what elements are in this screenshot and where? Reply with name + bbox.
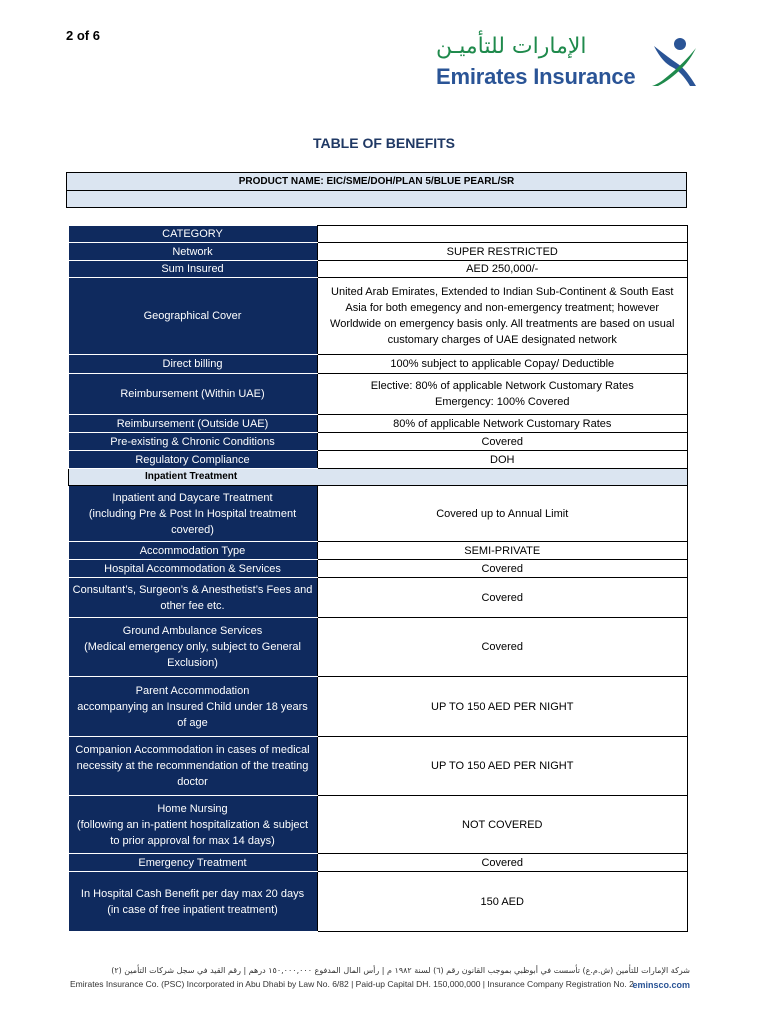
benefit-label: Inpatient and Daycare Treatment (including Pre & Post In Hospital treatment covered) [69, 486, 318, 542]
benefit-row [69, 243, 688, 261]
benefit-value: Covered [317, 578, 688, 618]
benefit-label: Ground Ambulance Services (Medical emergency only, subject to General Exclusion) [69, 618, 318, 677]
benefit-label: Home Nursing (following an in-patient hospitalization & subject to prior approval for max 14 days) [69, 796, 318, 854]
benefit-row [69, 451, 688, 469]
benefit-value: Covered [317, 854, 688, 872]
benefit-value: AED 250,000/- [317, 261, 688, 278]
benefit-label: Companion Accommodation in cases of medical necessity at the recommendation of the treating doctor [69, 737, 318, 796]
benefit-value: DOH [317, 451, 688, 469]
benefit-row [69, 560, 688, 578]
benefit-label: Direct billing [69, 355, 318, 374]
benefits-table [68, 225, 688, 932]
company-logo [432, 36, 702, 92]
benefit-row [69, 486, 688, 542]
benefit-value: SUPER RESTRICTED [317, 243, 688, 261]
benefit-row [69, 578, 688, 618]
benefit-label: Sum Insured [69, 261, 318, 278]
benefit-label: Consultant’s, Surgeon’s & Anesthetist’s Fees and other fee etc. [69, 578, 318, 618]
benefit-value [317, 226, 688, 243]
benefit-row [69, 433, 688, 451]
benefit-row [69, 796, 688, 854]
benefit-row [69, 469, 688, 486]
footer-website: eminsco.com [632, 980, 690, 990]
benefit-value: United Arab Emirates, Extended to Indian Sub-Continent & South East Asia for both emegency and non-emergency treatment; however Worldwide on emergency basis only. All treatments are based on usual customary charges of UAE designated network [317, 278, 688, 355]
benefit-value: 100% subject to applicable Copay/ Deductible [317, 355, 688, 374]
benefit-value: Covered [317, 560, 688, 578]
benefit-value: UP TO 150 AED PER NIGHT [317, 737, 688, 796]
benefit-label: Reimbursement (Within UAE) [69, 374, 318, 415]
benefit-label: Reimbursement (Outside UAE) [69, 415, 318, 433]
benefit-value: 150 AED [317, 872, 688, 932]
benefit-row [69, 355, 688, 374]
benefit-value: Covered [317, 618, 688, 677]
benefit-row [69, 415, 688, 433]
benefit-value: Elective: 80% of applicable Network Customary Rates Emergency: 100% Covered [317, 374, 688, 415]
benefit-row [69, 374, 688, 415]
footer [70, 966, 690, 989]
benefit-row [69, 737, 688, 796]
benefit-row [69, 872, 688, 932]
benefit-row [69, 226, 688, 243]
product-name: PRODUCT NAME: EIC/SME/DOH/PLAN 5/BLUE PEARL/SR [67, 173, 687, 191]
benefit-label: In Hospital Cash Benefit per day max 20 days (in case of free inpatient treatment) [69, 872, 318, 932]
footer-english: Emirates Insurance Co. (PSC) Incorporated in Abu Dhabi by Law No. 6/82 | Paid-up Capital DH. 150,000,000 | Insurance Company Registration No. 2 [70, 979, 634, 989]
benefit-value: 80% of applicable Network Customary Rates [317, 415, 688, 433]
section-header: Inpatient Treatment [69, 469, 688, 486]
page-number: 2 of 6 [66, 28, 100, 43]
benefit-row [69, 618, 688, 677]
benefit-label: Hospital Accommodation & Services [69, 560, 318, 578]
benefit-row [69, 542, 688, 560]
benefit-label: Accommodation Type [69, 542, 318, 560]
benefit-value: UP TO 150 AED PER NIGHT [317, 677, 688, 737]
benefit-label: CATEGORY [69, 226, 318, 243]
benefit-value: NOT COVERED [317, 796, 688, 854]
benefit-value: Covered [317, 433, 688, 451]
benefit-value: SEMI-PRIVATE [317, 542, 688, 560]
benefit-label: Regulatory Compliance [69, 451, 318, 469]
benefit-label: Geographical Cover [69, 278, 318, 355]
benefit-value: Covered up to Annual Limit [317, 486, 688, 542]
logo-english-text: Emirates Insurance [436, 64, 636, 89]
product-name-table [66, 172, 687, 208]
benefit-row [69, 261, 688, 278]
emirates-insurance-logo-icon [650, 36, 700, 88]
product-name-blank-row [67, 191, 687, 208]
benefit-row [69, 854, 688, 872]
benefit-label: Parent Accommodation accompanying an Insured Child under 18 years of age [69, 677, 318, 737]
benefit-row [69, 278, 688, 355]
benefit-label: Emergency Treatment [69, 854, 318, 872]
benefit-label: Pre-existing & Chronic Conditions [69, 433, 318, 451]
benefit-label: Network [69, 243, 318, 261]
logo-arabic-text: الإمارات للتأميـن [436, 34, 587, 59]
footer-arabic: شركة الإمارات للتأمين (ش.م.ع) تأسست في أبوظبي بموجب القانون رقم (٦) لسنة ١٩٨٢ م | رأس المال المدفوع ١٥٠,٠٠٠,٠٠٠ درهم | رقم القيد في سجل شركات التأمين (٢) [111, 966, 690, 975]
benefit-row [69, 677, 688, 737]
document-title: TABLE OF BENEFITS [312, 135, 456, 151]
